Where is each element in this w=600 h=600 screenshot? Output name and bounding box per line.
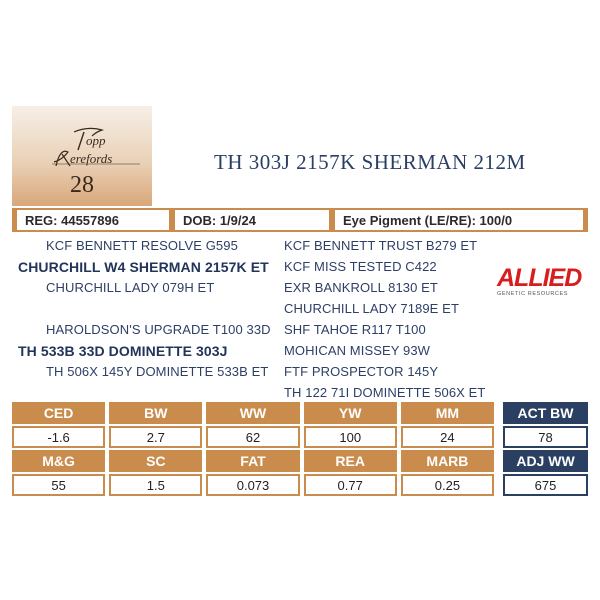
pedigree-ss-dam: KCF MISS TESTED C422 [284,259,437,274]
epd-value-row-1 [12,426,494,448]
logo-block [12,106,152,206]
epd-value-marb: 0.25 [401,474,494,496]
animal-title: TH 303J 2157K SHERMAN 212M [214,150,526,174]
pedigree-sd-dam: CHURCHILL LADY 7189E ET [284,301,459,316]
epd-header-fat: FAT [206,450,299,472]
epd-value-fat: 0.073 [206,474,299,496]
epd-value-bw: 2.7 [109,426,202,448]
pedigree-sire-dam: CHURCHILL LADY 079H ET [46,280,215,295]
pedigree-ds-sire: SHF TAHOE R117 T100 [284,322,426,337]
epd-header-mm: MM [401,402,494,424]
epd-header-marb: MARB [401,450,494,472]
pedigree-dam-dam: TH 506X 145Y DOMINETTE 533B ET [46,364,269,379]
epd-value-sc: 1.5 [109,474,202,496]
pedigree-dd-sire: FTF PROSPECTOR 145Y [284,364,439,379]
epd-value-row-2 [12,474,494,496]
epd-table [12,402,494,498]
epd-header-mg: M&G [12,450,105,472]
epd-value-ced: -1.6 [12,426,105,448]
pedigree-sd-sire: EXR BANKROLL 8130 ET [284,280,438,295]
pedigree-dd-dam: TH 122 71I DOMINETTE 506X ET [284,385,486,400]
info-bar [12,208,588,232]
pedigree-sire-sire: KCF BENNETT RESOLVE G595 [46,238,238,253]
epd-header-ww: WW [206,402,299,424]
epd-value-rea: 0.77 [304,474,397,496]
pedigree-dam-sire: HAROLDSON'S UPGRADE T100 33D [46,322,271,337]
act-bw-value: 78 [503,426,588,448]
adj-ww-label: ADJ WW [503,450,588,472]
svg-text:opp: opp [86,133,106,148]
epd-value-ww: 62 [206,426,299,448]
pedigree-sire: CHURCHILL W4 SHERMAN 2157K ET [18,259,269,275]
adj-ww-value: 675 [503,474,588,496]
eye-pigment: Eye Pigment (LE/RE): 100/0 [335,210,583,230]
pedigree-ss-sire: KCF BENNETT TRUST B279 ET [284,238,478,253]
svg-text:erefords: erefords [70,151,113,166]
allied-logo-name: ALLIED [497,264,582,292]
act-bw-label: ACT BW [503,402,588,424]
allied-logo [497,266,581,302]
epd-header-bw: BW [109,402,202,424]
dob: DOB: 1/9/24 [175,210,329,230]
pedigree-ds-dam: MOHICAN MISSEY 93W [284,343,431,358]
epd-header-rea: REA [304,450,397,472]
reg-number: REG: 44557896 [17,210,169,230]
lot-number: 28 [70,172,94,198]
epd-value-mm: 24 [401,426,494,448]
epd-value-yw: 100 [304,426,397,448]
actuals-table [503,402,588,498]
epd-header-row-1 [12,402,494,424]
epd-header-yw: YW [304,402,397,424]
pedigree-dam: TH 533B 33D DOMINETTE 303J [18,343,228,359]
epd-value-mg: 55 [12,474,105,496]
epd-header-row-2 [12,450,494,472]
allied-logo-tagline: GENETIC RESOURCES [497,291,569,297]
epd-header-sc: SC [109,450,202,472]
epd-header-ced: CED [12,402,105,424]
topp-herefords-logo-icon [48,126,143,168]
